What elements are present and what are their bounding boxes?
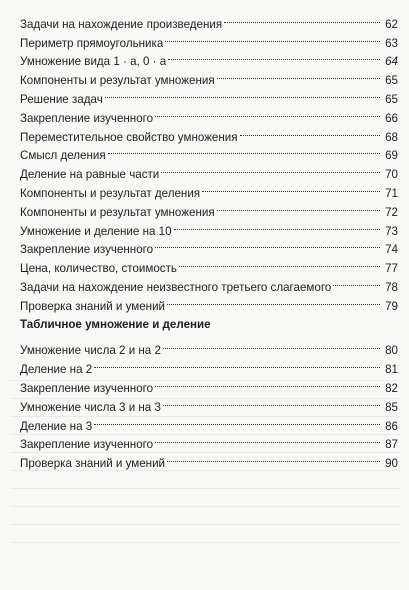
table-of-contents xyxy=(20,9,398,471)
toc-entry-page: 77 xyxy=(385,262,398,276)
toc-entry-title: Переместительное свойство умножения xyxy=(20,130,238,144)
dot-leader xyxy=(155,103,380,122)
toc-entry-title: Умножение вида 1 · a, 0 · a xyxy=(20,55,167,69)
dot-leader xyxy=(217,65,380,84)
toc-entry-title: Закрепление изученного xyxy=(20,381,154,395)
toc-entry-title: Задачи на нахождение произведения xyxy=(20,17,223,31)
toc-entry-title: Умножение числа 3 и на 3 xyxy=(20,400,161,414)
toc-entry-page: 78 xyxy=(385,280,398,294)
toc-entry-page: 87 xyxy=(385,438,398,452)
dot-leader xyxy=(179,253,380,272)
dot-leader xyxy=(94,354,380,373)
toc-entry-title: Деление на 3 xyxy=(20,419,93,433)
toc-entry-title: Закрепление изученного xyxy=(20,111,154,125)
toc-entry-page: 85 xyxy=(385,400,398,414)
toc-entry-title: Умножение и деление на 10 xyxy=(20,224,172,238)
dot-leader xyxy=(174,216,380,235)
toc-entry-title: Компоненты и результат умножения xyxy=(20,205,215,219)
toc-entry-page: 70 xyxy=(385,168,398,182)
toc-entry-title: Закрепление изученного xyxy=(20,243,154,257)
toc-entry-title: Закрепление изученного xyxy=(20,438,154,452)
dot-leader xyxy=(217,197,380,216)
toc-entry-title: Задачи на нахождение неизвестного третьего слагаемого xyxy=(20,280,332,294)
toc-entry-page: 65 xyxy=(385,74,398,88)
toc-entry-title: Проверка знаний и умений xyxy=(20,457,166,471)
dot-leader xyxy=(155,373,380,392)
toc-entry-title: Деление на равные части xyxy=(20,168,160,182)
toc-entry-title: Деление на 2 xyxy=(20,363,93,377)
toc-entry-page: 62 xyxy=(385,17,398,31)
toc-entry xyxy=(20,9,398,31)
dot-leader xyxy=(161,159,380,178)
dot-leader xyxy=(155,430,380,449)
toc-entry-page: 69 xyxy=(385,149,398,163)
toc-entry-page: 81 xyxy=(385,363,398,377)
toc-entry-page: 90 xyxy=(385,457,398,471)
toc-entry-page: 63 xyxy=(385,36,398,50)
dot-leader xyxy=(240,122,380,141)
dot-leader xyxy=(163,392,380,411)
dot-leader xyxy=(94,411,380,430)
dot-leader xyxy=(163,336,380,355)
toc-entry-page: 73 xyxy=(385,224,398,238)
toc-entry-title: Решение задач xyxy=(20,92,103,106)
toc-entry-title: Периметр прямоугольника xyxy=(20,36,164,50)
dot-leader xyxy=(168,47,380,66)
dot-leader xyxy=(333,272,380,291)
dot-leader xyxy=(105,84,380,103)
toc-entry-page: 74 xyxy=(385,243,398,257)
toc-entry-page: 72 xyxy=(385,205,398,219)
toc-entry-page: 68 xyxy=(385,130,398,144)
toc-entry-page: 71 xyxy=(385,186,398,200)
dot-leader xyxy=(155,235,380,254)
toc-entry-page: 79 xyxy=(385,299,398,313)
dot-leader xyxy=(202,178,380,197)
toc-entry-title: Компоненты и результат умножения xyxy=(20,74,215,88)
section-heading: Табличное умножение и деление xyxy=(20,317,211,331)
toc-entry-page: 86 xyxy=(385,419,398,433)
toc-entry-title: Компоненты и результат деления xyxy=(20,186,201,200)
toc-entry-page: 65 xyxy=(385,92,398,106)
toc-entry-title: Умножение числа 2 и на 2 xyxy=(20,344,161,358)
toc-entry-page: 64 xyxy=(385,55,398,69)
dot-leader xyxy=(167,291,380,310)
dot-leader xyxy=(165,28,380,47)
toc-entry-title: Цена, количество, стоимость xyxy=(20,262,177,276)
toc-entry-page: 82 xyxy=(385,381,398,395)
toc-entry-title: Смысл деления xyxy=(20,149,106,163)
toc-entry-page: 80 xyxy=(385,344,398,358)
dot-leader xyxy=(108,141,380,160)
toc-entry-page: 66 xyxy=(385,111,398,125)
toc-entry-title: Проверка знаний и умений xyxy=(20,299,166,313)
dot-leader xyxy=(224,9,380,28)
dot-leader xyxy=(167,448,380,467)
toc-entry xyxy=(20,336,398,358)
